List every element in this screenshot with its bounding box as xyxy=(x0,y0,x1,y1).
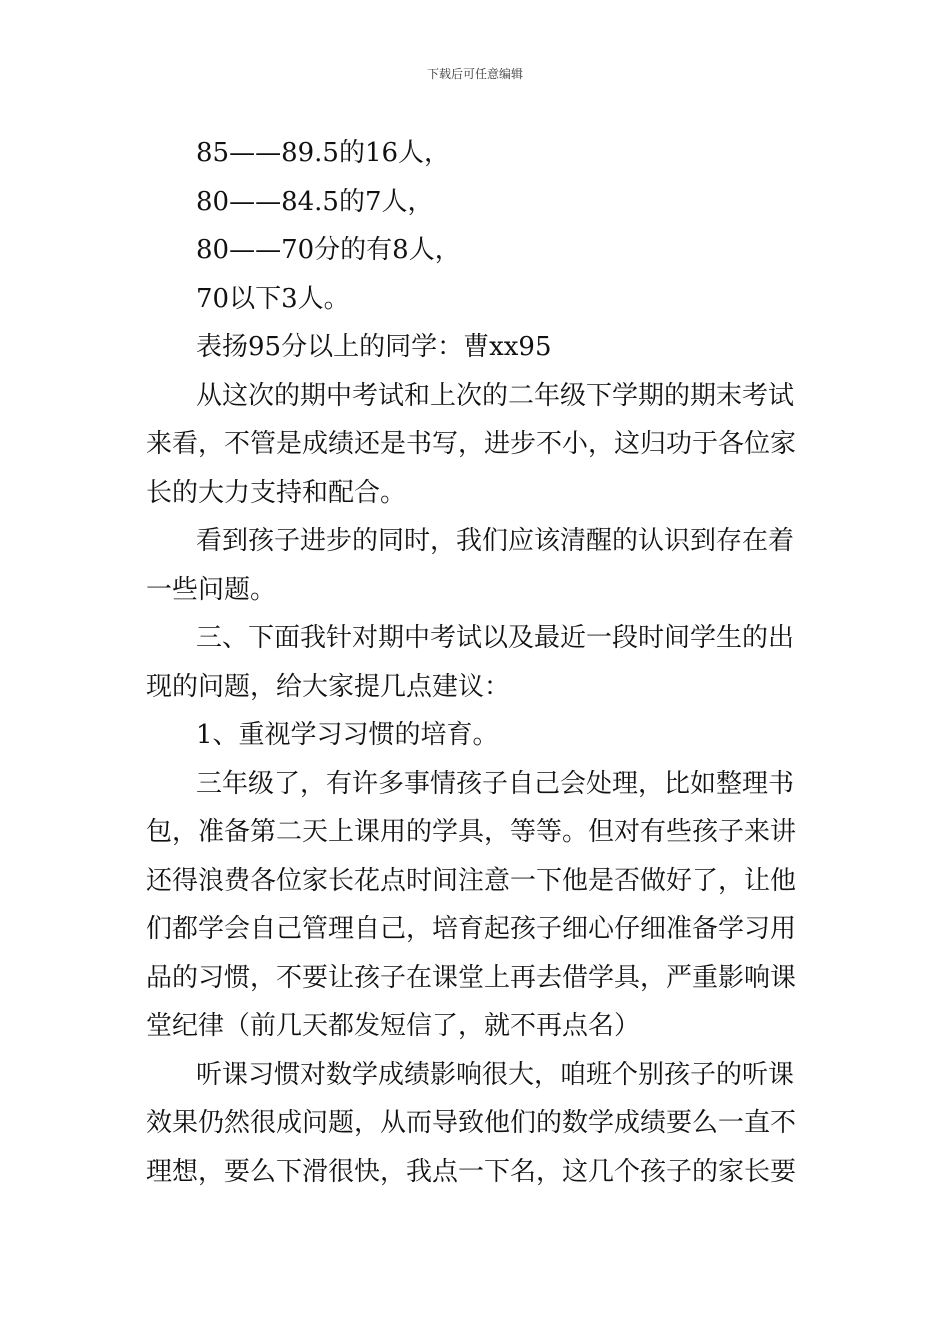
paragraph-habits-line-4: 们都学会自己管理自己，培育起孩子细心仔细准备学习用 xyxy=(146,914,797,944)
paragraph-habits-line-1: 三年级了，有许多事情孩子自己会处理，比如整理书 xyxy=(196,768,795,799)
praise-line: 表扬95分以上的同学：曹xx95 xyxy=(196,332,552,362)
section-three-heading-line-2: 现的问题，给大家提几点建议： xyxy=(146,671,511,702)
score-range-70-80: 80——70分的有8人， xyxy=(196,235,461,265)
score-range-below-70: 70以下3人。 xyxy=(196,283,350,314)
score-range-85-89: 85——89.5的16人， xyxy=(196,138,451,168)
paragraph-habits-line-2: 包，准备第二天上课用的学具，等等。但对有些孩子来讲 xyxy=(146,817,797,847)
paragraph-problems-line-2: 一些问题。 xyxy=(146,574,277,605)
section-three-heading-line-1: 三、下面我针对期中考试以及最近一段时间学生的出 xyxy=(196,623,795,653)
paragraph-progress-line-2: 来看，不管是成绩还是书写，进步不小，这归功于各位家 xyxy=(146,429,797,459)
page-header-note: 下载后可任意编辑 xyxy=(426,67,523,81)
paragraph-listening-line-3: 理想，要么下滑很快，我点一下名，这几个孩子的家长要 xyxy=(146,1156,797,1187)
score-range-80-84: 80——84.5的7人， xyxy=(196,186,434,217)
paragraph-listening-line-2: 效果仍然很成问题，从而导致他们的数学成绩要么一直不 xyxy=(146,1108,797,1138)
paragraph-listening-line-1: 听课习惯对数学成绩影响很大，咱班个别孩子的听课 xyxy=(196,1059,795,1090)
paragraph-progress-line-3: 长的大力支持和配合。 xyxy=(146,477,407,508)
suggestion-1-heading: 1、重视学习习惯的培育。 xyxy=(196,720,499,750)
paragraph-habits-line-3: 还得浪费各位家长花点时间注意一下他是否做好了，让他 xyxy=(146,865,797,896)
document-body xyxy=(146,129,814,1196)
paragraph-habits-line-6: 堂纪律（前几天都发短信了，就不再点名） xyxy=(146,1011,641,1041)
paragraph-problems-line-1: 看到孩子进步的同时，我们应该清醒的认识到存在着 xyxy=(196,526,795,556)
paragraph-habits-line-5: 品的习惯，不要让孩子在课堂上再去借学具，严重影响课 xyxy=(146,962,797,993)
paragraph-progress-line-1: 从这次的期中考试和上次的二年级下学期的期末考试 xyxy=(196,380,795,411)
